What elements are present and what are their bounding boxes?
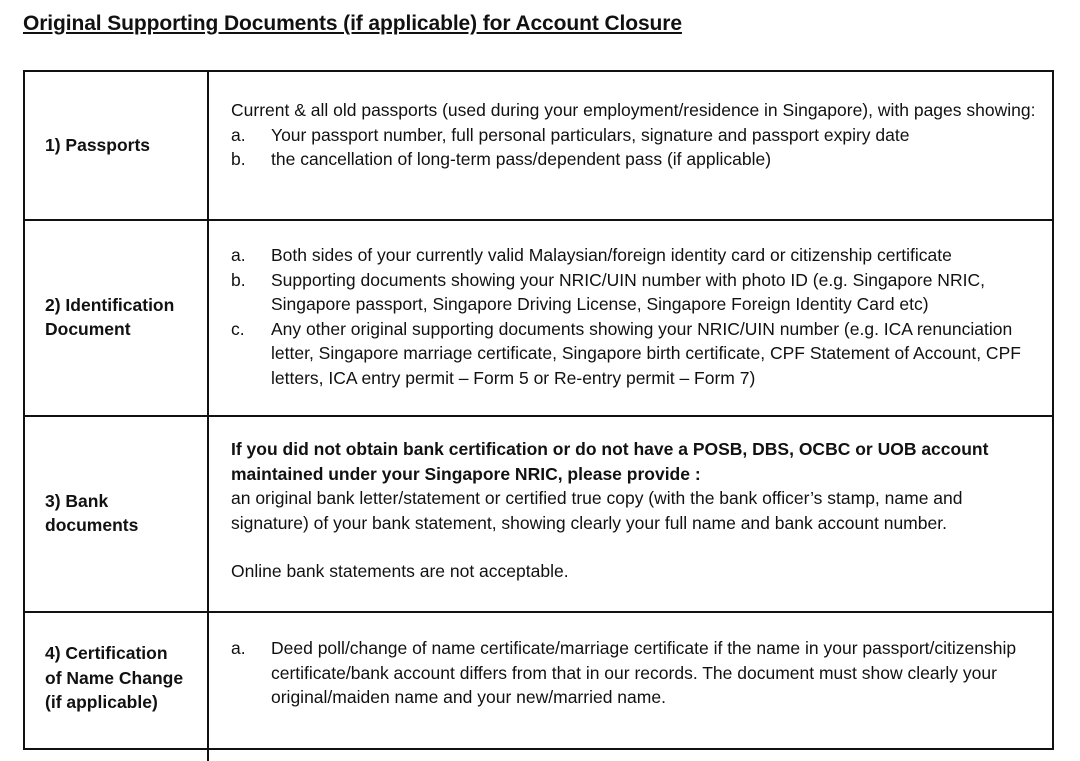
list-text: the cancellation of long-term pass/dependent pass (if applicable) [271, 149, 772, 169]
list-text: Supporting documents showing your NRIC/UIN number with photo ID (e.g. Singapore NRIC, Singapore passport, Singapore Driving License, Singapore Foreign Identity Card etc) [271, 269, 985, 314]
row-label-line: (if applicable) [45, 692, 158, 712]
list-item [231, 636, 1038, 710]
list-marker: a. [231, 124, 246, 145]
table-row-name-change [25, 611, 1052, 761]
table-row-passports [25, 72, 1052, 221]
list-marker: a. [231, 245, 246, 265]
row-label [25, 415, 209, 611]
list-item [231, 268, 1038, 317]
row-label [25, 611, 209, 761]
table-row-identification [25, 219, 1052, 417]
list-text: Deed poll/change of name certificate/marriage certificate if the name in your passport/citizenship certificate/bank account differs from that in our records. The document must show clearly your original/maiden name and your new/married name. [271, 638, 1017, 707]
table-row-bank-documents [25, 415, 1052, 613]
list-item [231, 123, 1038, 148]
row-label-line: of Name Change [45, 667, 184, 688]
row-content [211, 72, 1052, 219]
note-text: Online bank statements are not acceptable. [231, 561, 569, 581]
row-label-line: 2) Identification [45, 294, 175, 315]
body-text: an original bank letter/statement or certified true copy (with the bank officer’s stamp, name and signature) of your bank statement, showing clearly your full name and bank account number. [231, 488, 963, 533]
list-item [231, 243, 1038, 268]
bold-intro-text: If you did not obtain bank certification or do not have a POSB, DBS, OCBC or UOB account maintained under your Singapore NRIC, please provide : [231, 439, 989, 484]
list-marker: a. [231, 638, 246, 658]
list-marker: c. [231, 318, 245, 339]
list-text: Your passport number, full personal particulars, signature and passport expiry date [271, 124, 910, 145]
row-label-line: 3) Bank [45, 490, 109, 511]
list-marker: b. [231, 269, 246, 290]
list-text: Any other original supporting documents showing your NRIC/UIN number (e.g. ICA renunciation letter, Singapore marriage certificate, Singapore birth certificate, CPF Statement of Account, CPF letters, ICA entry permit – Form 5 or Re-entry permit – Form 7) [271, 318, 1021, 388]
list-text: Both sides of your currently valid Malaysian/foreign identity card or citizenship certificate [271, 245, 952, 265]
row-content [211, 415, 1052, 611]
intro-text: Current & all old passports (used during your employment/residence in Singapore), with pages showing: [231, 100, 1036, 120]
list-marker: b. [231, 149, 246, 169]
row-label [25, 72, 209, 219]
list-item [231, 317, 1038, 391]
page-title: Original Supporting Documents (if applicable) for Account Closure [23, 12, 682, 35]
row-label-line: Document [45, 319, 131, 339]
row-content [211, 219, 1052, 415]
row-label-line: documents [45, 515, 139, 535]
row-label-line: 1) Passports [45, 135, 151, 156]
documents-table [23, 70, 1054, 750]
row-label [25, 219, 209, 415]
list-item [231, 147, 1038, 172]
row-content [211, 611, 1052, 761]
row-label-line: 4) Certification [45, 643, 168, 663]
